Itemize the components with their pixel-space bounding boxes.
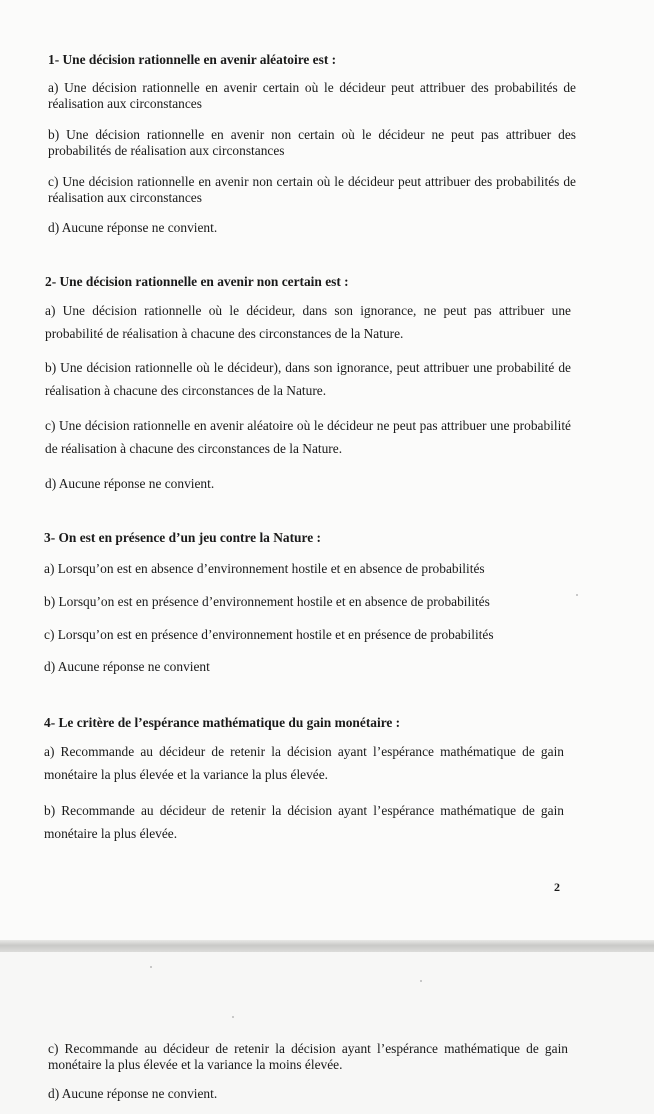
question-4-option-a: a) Recommande au décideur de retenir la décision ayant l’espérance mathématique de gain monétaire la plus élevée et la variance la plus élevée. xyxy=(44,744,564,782)
scan-speck xyxy=(150,966,152,968)
page-break-shadow xyxy=(0,940,654,952)
question-3-title: 3- On est en présence d’un jeu contre la Nature : xyxy=(44,530,321,545)
question-1-option-c: c) Une décision rationnelle en avenir non certain où le décideur peut attribuer des probabilités de réalisation aux circonstances xyxy=(48,174,576,205)
page-number: 2 xyxy=(554,880,560,894)
scan-speck xyxy=(576,594,578,596)
question-4-option-c: c) Recommande au décideur de retenir la décision ayant l’espérance mathématique de gain monétaire la plus élevée et la variance la moins élevée. xyxy=(48,1041,568,1072)
scan-speck xyxy=(420,980,422,982)
question-4-option-b: b) Recommande au décideur de retenir la décision ayant l’espérance mathématique de gain monétaire la plus élevée. xyxy=(44,803,564,841)
question-1-option-a: a) Une décision rationnelle en avenir certain où le décideur peut attribuer des probabilités de réalisation aux circonstances xyxy=(48,80,576,111)
scan-speck xyxy=(232,1016,234,1018)
question-3-option-c: c) Lorsqu’on est en présence d’environnement hostile et en présence de probabilités xyxy=(44,627,494,642)
question-2-option-a: a) Une décision rationnelle où le décideur, dans son ignorance, ne peut pas attribuer une probabilité de réalisation à chacune des circonstances de la Nature. xyxy=(45,303,571,341)
document-page-2 xyxy=(0,952,654,1114)
question-4-option-d: d) Aucune réponse ne convient. xyxy=(48,1086,218,1101)
question-2-option-c: c) Une décision rationnelle en avenir aléatoire où le décideur ne peut pas attribuer une probabilité de réalisation à chacune des circonstances de la Nature. xyxy=(45,418,571,456)
question-1-option-d: d) Aucune réponse ne convient. xyxy=(48,220,218,235)
question-2-option-b: b) Une décision rationnelle où le décideur), dans son ignorance, peut attribuer une probabilité de réalisation à chacune des circonstances de la Nature. xyxy=(45,360,571,398)
question-3-option-a: a) Lorsqu’on est en absence d’environnement hostile et en absence de probabilités xyxy=(44,561,485,576)
question-1-title: 1- Une décision rationnelle en avenir aléatoire est : xyxy=(48,52,337,67)
question-3-option-b: b) Lorsqu’on est en présence d’environnement hostile et en absence de probabilités xyxy=(44,594,490,609)
question-4-title: 4- Le critère de l’espérance mathématique du gain monétaire : xyxy=(44,715,401,730)
question-3-option-d: d) Aucune réponse ne convient xyxy=(44,659,210,674)
question-2-title: 2- Une décision rationnelle en avenir non certain est : xyxy=(45,274,349,289)
question-2-option-d: d) Aucune réponse ne convient. xyxy=(45,476,215,491)
question-1-option-b: b) Une décision rationnelle en avenir non certain où le décideur ne peut pas attribuer des probabilités de réalisation aux circonstances xyxy=(48,127,576,158)
